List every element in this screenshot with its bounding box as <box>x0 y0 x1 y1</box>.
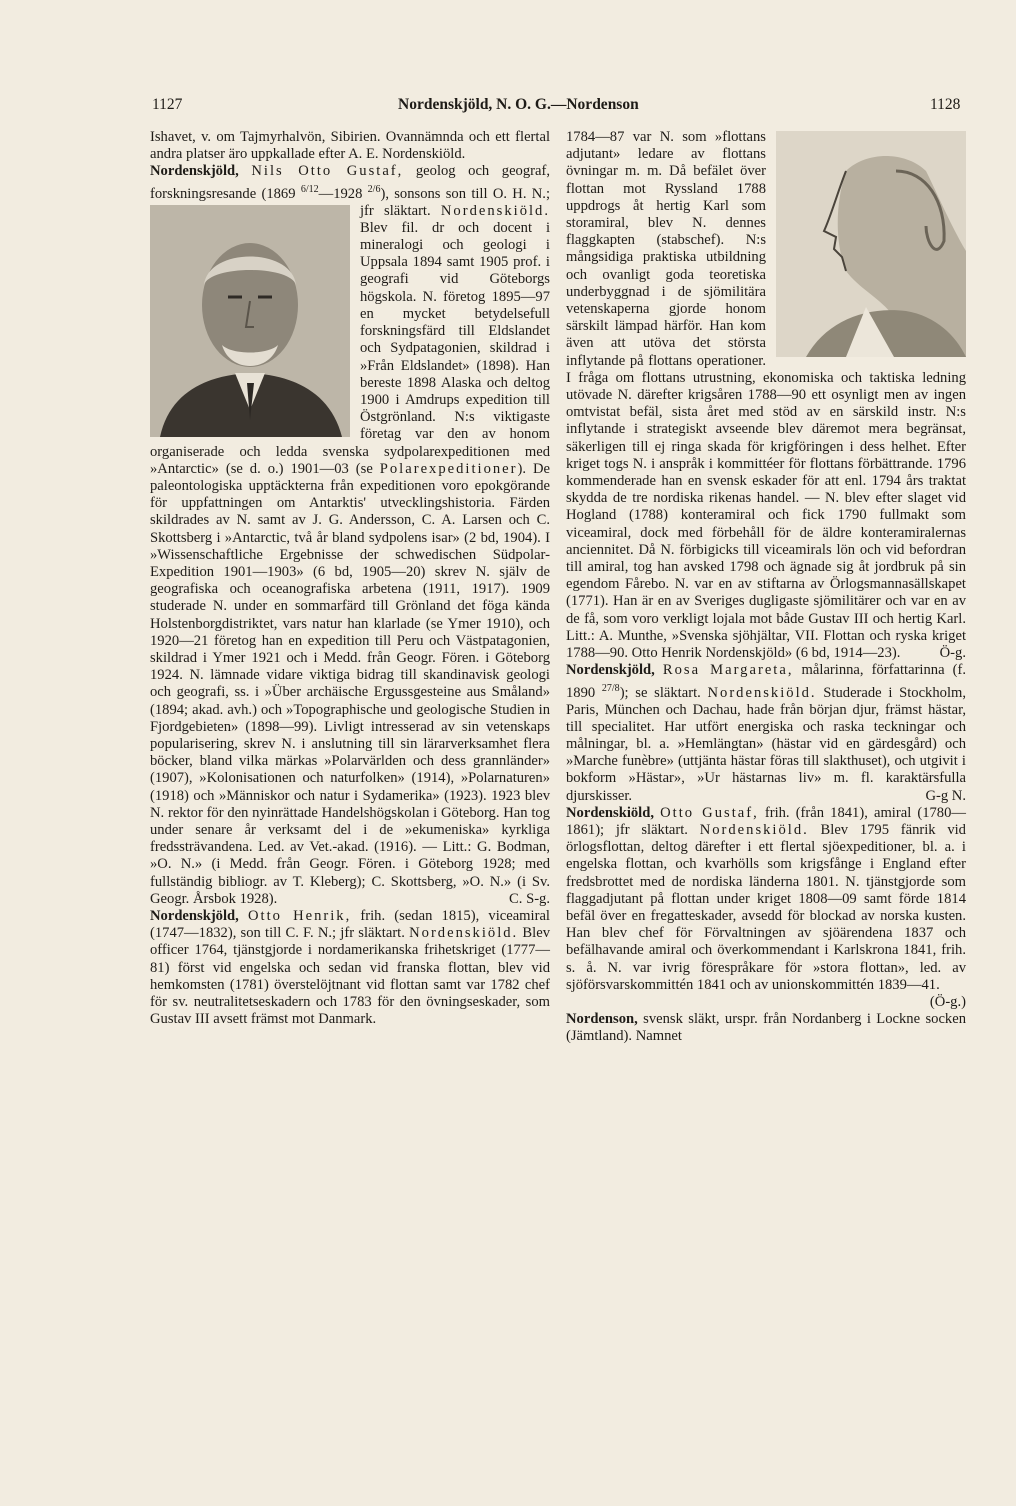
author-signature: (Ö-g.) <box>929 994 966 1011</box>
date-fraction: 6/12 <box>300 183 319 195</box>
cross-reference: Nordenskiöld. <box>440 202 550 219</box>
cross-reference: Polarexpeditioner <box>379 460 518 477</box>
article-nordenson: Nordenson, svensk släkt, urspr. från Nordanberg i Lockne socken (Jämtland). Namnet <box>566 1011 966 1045</box>
cross-reference: Nordenskiöld. <box>707 684 817 701</box>
portrait-photo-nils-otto-gustaf <box>150 205 350 437</box>
entry-headword: Nordenskjöld, <box>566 662 655 679</box>
author-signature: G-g N. <box>925 787 966 804</box>
page-number-right: 1128 <box>930 96 961 113</box>
left-column <box>150 129 550 1028</box>
entry-name: Nils Otto Gustaf, <box>251 163 404 180</box>
page-number-left: 1127 <box>152 96 183 113</box>
article-otto-gustaf: Nordenskiöld, Otto Gustaf, frih. (från 1841), amiral (1780—1861); jfr släktart. Nordenskiöld. Blev 1795 fänrik vid örlogsflottan, deltog därefter i ett flertal sjöexpeditioner, bl. a. i engelska flottan, och kvarhölls som krigsfånge i England efter fredsbrottet med de nordiska länderna 1801. N. tjänstgjorde som flaggadjutant på flottan under kriget 1808—09 samt förde 1814 befäl över en fregatteskader, avsedd för blockad av norska kusten. Han blev chef för Förvaltningen av sjöärendena 1837 och befälhavande amiral och överkommendant i Karlskrona 1841, frih. s. å. N. var ivrig förespråkare för »stora flottan», led. av sjöförsvarskommittén 1841 och av unionskommittén 1839—41. (Ö-g.) <box>566 804 966 1011</box>
article-otto-henrik: Nordenskjöld, Otto Henrik, frih. (sedan 1815), viceamiral (1747—1832), son till C. F. N.; jfr släktart. Nordenskiöld. Blev officer 1764, tjänstgjorde i nordamerikanska frihetskriget (1777—81) först vid engelska och sedan vid franska flottan, blev vid hemkomsten (1781) överstelöjtnant vid flottan samt var 1782 chef för sv. neutralitetseskadern och 1783 för den övningseskader, som Gustav III avsett främst mot Danmark. <box>150 908 550 1028</box>
author-signature: C. S-g. <box>509 890 550 907</box>
date-fraction: 27/8 <box>601 682 620 694</box>
article-continuation: 1784—87 var N. som »flottans adjutant» ledare av flottans övningar m. m. Då befälet över flottan mot Ryssland 1788 uppdrogs åt hertig Karl som storamiral, blev N. dennes flaggkapten (stabschef). N:s mångsidiga praktiska utbildning och ovanligt goda teoretiska underbyggnad i de sjömilitära vetenskaperna gjorde honom särskilt lämpad härför. Han kom även att utöva det största inflytande på flottans operationer. I fråga om flottans utrustning, ekonomiska och taktiska ledning utövade N. därefter krigsåren 1788—90 ett osynligt men av ingen omtvistat befäl, sista året med stöd av en särskild instr. N:s inflytande i strategiskt avseende blev däremot mera begränsat, säkerligen till ej ringa skada för krigföringen i dess helhet. Efter kriget togs N. i anspråk i kommittéer för flottans förbättrande. 1796 kommenderade han en svensk eskader för att enl. 1794 års traktat skydda de tre nordiska rikenas handel. — N. blev efter slaget vid Hogland (1788) konteramiral och fick 1790 fullmakt som viceamiral, dock med förbehåll för de äldre konteramiralernas anciennitet. Då N. förbigicks till viceamirals lön och vid befordran till amiral, tog han avsked 1798 och ägnade sig åt jordbruk på sin egendom Fårebo. N. var en av stiftarna av Örlogsmannasällskapet (1771). Han är en av Sveriges dugligaste sjömilitärer och var en av de få, som voro verkligt lojala mot både Gustav III och hertig Karl. Litt.: A. Munthe, »Svenska sjöhjältar, VII. Flottan och ryska kriget 1788—90. Otto Henrik Nordenskjöld» (6 bd, 1914—23). Ö-g. <box>566 129 966 662</box>
article-nils-otto-gustaf: Nordenskjöld, Nils Otto Gustaf, geolog och geograf, forskningsresande (1869 $^{6/12}$—1928 $^{2/6}$), sonsons son till O. H. N.; jfr släktart. Nordenskiöld. Blev fil. dr och docent i mineralogi och geologi i Uppsala 1894 samt 1905 prof. i geografi vid Göteborgs högskola. N. företog 1895—97 en mycket betydelsefull forskningsfärd till Eldslandet och Sydpatagonien, skildrad i »Från Eldslandet» (1898). Han bereste 1898 Alaska och deltog 1900 i Amdrups expedition till Östgrönland. N:s viktigaste företag var den av honom organiserade och ledda svenska sydpolarexpeditionen med »Antarctic» (se d. o.) 1901—03 (se Polarexpeditioner). De paleontologiska upptäckterna från expeditionen voro epokgörande för uppfattningen om Antarktis' utvecklingshistoria. Färden skildrades av N. samt av J. G. Andersson, C. A. Larsen och C. Skottsberg i »Antarctic, två år bland sydpolens isar» (2 bd, 1904). I »Wissenschaftliche Ergebnisse der schwedischen Südpolar-Expedition 1901—1903» (6 bd, 1905—20) skrev N. själv de geografiska och oceanografiska arbetena (1911, 1917). 1909 studerade N. under en sommarfärd till Grönland det föga kända Holstenborgdistriktet, vars natur han klarlade (se Ymer 1910), och 1920—21 företog han en expedition till Peru och Västpatagonien, skildrad i Ymer 1921 och i Medd. från Geogr. Fören. i Göteborg 1924. N. lämnade vidare viktiga bidrag till skandinavisk geologi och geografi, ss. i »Über archäische Ergussgesteine aus Småland» (1894; akad. avh.) och »Topographische und geologische Studien in Fjordgebieten» (1898—99). Livligt intresserad av sin vetenskaps popularisering, skrev N. i anslutning till sin lärarverksamhet flera böcker, bland vilka märkas »Polarvärlden och dess grannländer» (1907), »Kolonisationen och naturfolken» (1914), »Polarnaturen» (1918) och »Människor och natur i Sydamerika» (1923). 1923 blev N. rektor för den nyinrättade Handelshögskolan i Göteborg. Han tog under senare år verksamt del i de »ekumeniska» kyrkliga fredssträvandena. Led. av Vet.-akad. (1916). — Litt.: G. Bodman, »O. N.» (i Medd. från Geogr. Fören. i Göteborg 1928; med fullständig bibliogr. av T. Kleberg); C. Skottsberg, »O. N.» (i Sv. Geogr. Årsbok 1928). C. S-g. <box>150 163 551 907</box>
entry-headword: Nordenskjöld, <box>150 163 239 180</box>
entry-headword: Nordenskjöld, <box>150 908 239 924</box>
entry-headword: Nordenson, <box>566 1011 638 1028</box>
right-column <box>566 129 966 1046</box>
cross-reference: Nordenskiöld. <box>409 925 519 942</box>
entry-name: Rosa Margareta, <box>662 662 794 679</box>
portrait-profile-illustration <box>776 131 966 357</box>
portrait-man-illustration <box>150 205 350 437</box>
running-title: Nordenskjöld, N. O. G.—Nordenson <box>398 96 639 113</box>
date-fraction: 2/6 <box>367 183 381 195</box>
cross-reference: Nordenskiöld. <box>699 821 809 838</box>
entry-headword: Nordenskiöld, <box>566 804 654 821</box>
portrait-drawing-otto-henrik <box>776 131 966 357</box>
article-continuation: Ishavet, v. om Tajmyrhalvön, Sibirien. Ovannämnda och ett flertal andra platser äro uppkallade efter A. E. Nordenskiöld. <box>150 129 550 163</box>
author-signature: Ö-g. <box>939 645 966 662</box>
entry-name: Otto Gustaf, <box>660 804 759 821</box>
article-rosa-margareta: Nordenskjöld, Rosa Margareta, målarinna, författarinna (f. 1890 $^{27/8}$); se släktart. Nordenskiöld. Studerade i Stockholm, Paris, München och Dachau, hade från början djur, främst hästar, till specialitet. Har utfört energiska och raska teckningar och målningar, bl. a. »Hemlängtan» (hästar vid en gärdesgård) och »Marche funèbre» (uttjänta hästar föras till slakthuset), och utgivit i bokform »Hästar», »Ur hästarnas liv» m. fl. karaktärsfulla djurskisser. G-g N. <box>566 662 967 804</box>
entry-name: Otto Henrik, <box>247 908 352 924</box>
